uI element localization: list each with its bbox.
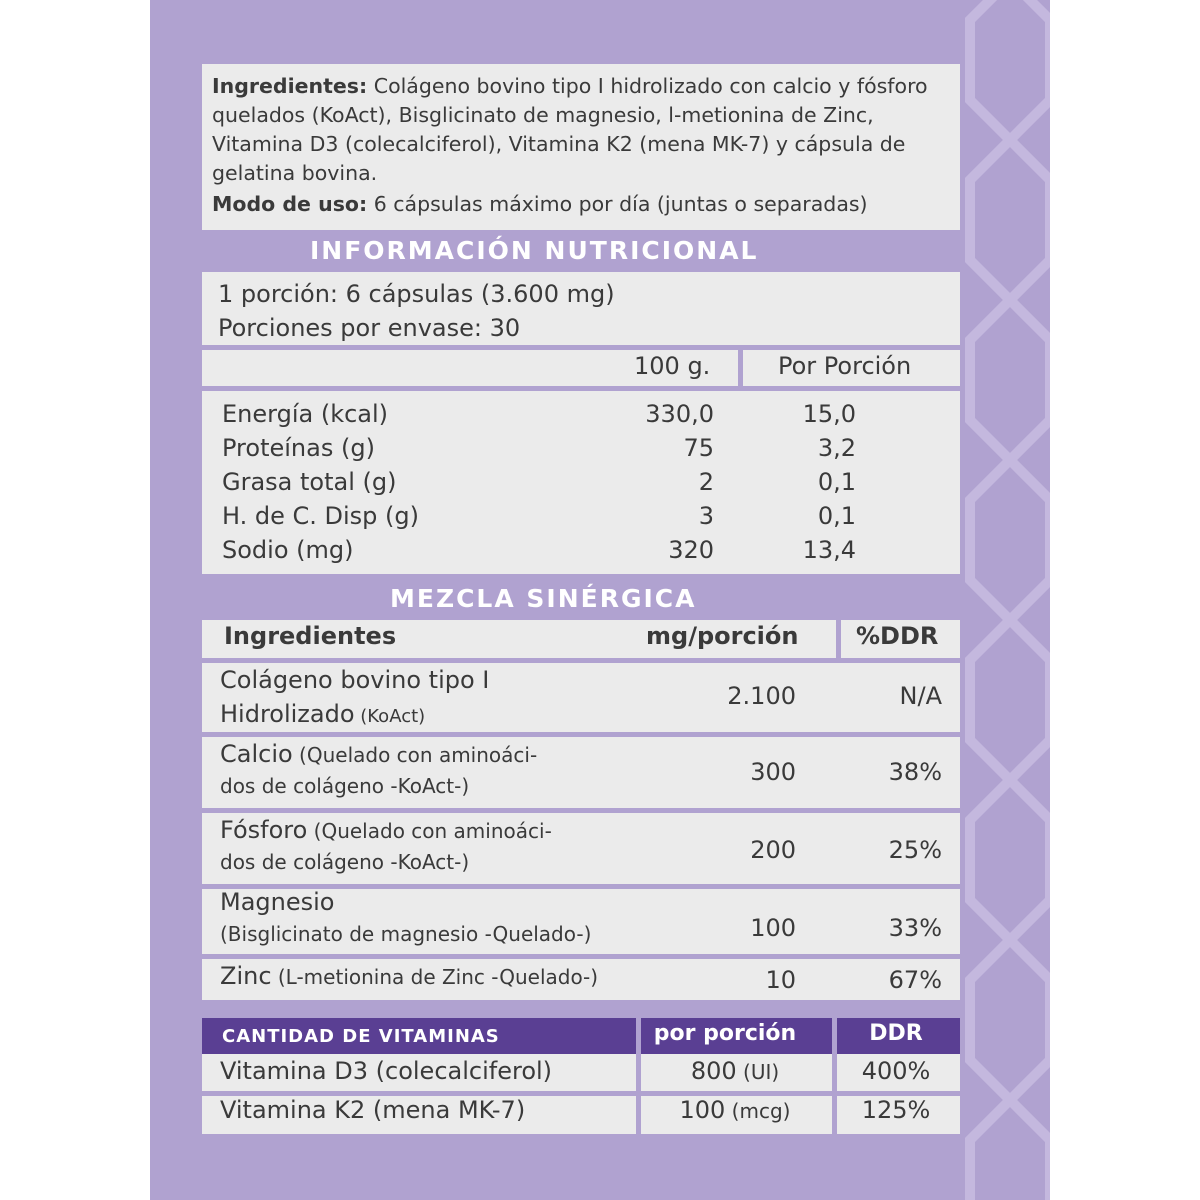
blend-mg: 200 xyxy=(750,836,796,864)
vitamin-amount-cell xyxy=(642,1096,828,1124)
divider xyxy=(836,620,841,660)
ingredients-text: Colágeno bovino tipo I hidrolizado con calcio y fósforo quelados (KoAct), Bisglicinato de magnesio, l-metionina de Zinc, Vitamina D3 (colecalciferol), Vitamina K2 (mena MK-7) y cápsula de gelatina bovina. xyxy=(212,74,928,185)
nutrient-name: Proteínas (g) xyxy=(222,434,375,462)
serving-size: 1 porción: 6 cápsulas (3.600 mg) xyxy=(218,280,615,308)
blend-detail-line2: dos de colágeno -KoAct-) xyxy=(220,850,470,874)
vitamin-amount: 100 xyxy=(679,1096,726,1124)
product-label xyxy=(150,0,1050,1200)
col-per-portion: Por Porción xyxy=(778,352,912,380)
blend-mg: 10 xyxy=(765,966,796,994)
nutrient-name: Grasa total (g) xyxy=(222,468,397,496)
blend-ddr: 38% xyxy=(888,758,942,786)
vitamins-title: CANTIDAD DE VITAMINAS xyxy=(222,1026,500,1047)
vitamin-amount: 800 xyxy=(690,1057,737,1085)
divider xyxy=(202,732,960,737)
blend-name-line1 xyxy=(220,740,537,768)
blend-detail: (KoAct) xyxy=(354,706,426,727)
blend-ddr: N/A xyxy=(899,682,942,710)
blend-detail: (Quelado con aminoáci- xyxy=(292,743,538,767)
blend-name2: Hidrolizado xyxy=(220,700,355,728)
blend-ddr: 33% xyxy=(888,914,942,942)
vitamins-col-ddr: DDR xyxy=(869,1021,923,1046)
blend-mg: 2.100 xyxy=(727,682,796,710)
vitamin-ddr: 125% xyxy=(861,1096,931,1124)
blend-name-line2 xyxy=(220,700,425,728)
divider xyxy=(202,386,960,391)
vitamin-unit: (UI) xyxy=(736,1060,780,1084)
divider xyxy=(202,345,960,350)
nutrient-per100: 75 xyxy=(683,434,714,462)
blend-name-line1 xyxy=(220,816,552,844)
ingredients-paragraph xyxy=(212,72,952,188)
vitamins-col-portion: por porción xyxy=(653,1021,797,1046)
divider xyxy=(202,808,960,813)
vitamin-amount-cell xyxy=(642,1057,828,1085)
blend-detail: (L-metionina de Zinc -Quelado-) xyxy=(271,965,599,989)
blend-name: Magnesio xyxy=(220,888,335,916)
blend-name-line1 xyxy=(220,962,598,990)
divider xyxy=(832,1018,837,1134)
nutrient-name: H. de C. Disp (g) xyxy=(222,502,420,530)
nutrient-per100: 330,0 xyxy=(645,400,714,428)
nutrition-title: INFORMACIÓN NUTRICIONAL xyxy=(310,236,759,265)
blend-col-ingredients: Ingredientes xyxy=(224,622,397,650)
blend-detail-line2: (Bisglicinato de magnesio -Quelado-) xyxy=(220,922,592,946)
divider xyxy=(202,954,960,959)
divider xyxy=(738,350,743,388)
nutrient-portion: 15,0 xyxy=(802,400,856,428)
blend-ddr: 25% xyxy=(888,836,942,864)
divider xyxy=(202,658,960,663)
vitamin-name: Vitamina D3 (colecalciferol) xyxy=(220,1057,553,1085)
nutrient-portion: 0,1 xyxy=(817,502,856,530)
divider xyxy=(636,1018,641,1134)
blend-name: Fósforo xyxy=(220,816,308,844)
nutrient-name: Sodio (mg) xyxy=(222,536,354,564)
usage-label: Modo de uso: xyxy=(212,192,368,216)
ingredients-block xyxy=(212,72,952,219)
blend-mg: 100 xyxy=(750,914,796,942)
usage-paragraph xyxy=(212,190,952,219)
blend-mg: 300 xyxy=(750,758,796,786)
nutrient-portion: 13,4 xyxy=(802,536,856,564)
nutrient-per100: 3 xyxy=(698,502,714,530)
blend-name: Calcio xyxy=(220,740,293,768)
nutrient-per100: 2 xyxy=(698,468,714,496)
blend-detail-line2: dos de colágeno -KoAct-) xyxy=(220,774,470,798)
vitamin-unit: (mcg) xyxy=(725,1099,791,1123)
nutrient-per100: 320 xyxy=(668,536,714,564)
blend-detail: (Quelado con aminoáci- xyxy=(307,819,552,843)
blend-col-mg: mg/porción xyxy=(646,622,799,650)
blend-title: MEZCLA SINÉRGICA xyxy=(390,584,697,613)
col-100g: 100 g. xyxy=(634,352,711,380)
usage-text: 6 cápsulas máximo por día (juntas o separadas) xyxy=(373,192,868,216)
ingredients-label: Ingredientes: xyxy=(212,74,368,98)
vitamin-name: Vitamina K2 (mena MK-7) xyxy=(220,1096,526,1124)
blend-ddr: 67% xyxy=(888,966,942,994)
vitamin-ddr: 400% xyxy=(861,1057,931,1085)
blend-name: Colágeno bovino tipo I xyxy=(220,666,490,694)
nutrient-portion: 0,1 xyxy=(817,468,856,496)
nutrient-portion: 3,2 xyxy=(817,434,856,462)
nutrient-name: Energía (kcal) xyxy=(222,400,389,428)
servings-per-container: Porciones por envase: 30 xyxy=(218,314,521,342)
blend-name: Zinc xyxy=(220,962,272,990)
blend-col-ddr: %DDR xyxy=(856,622,939,650)
